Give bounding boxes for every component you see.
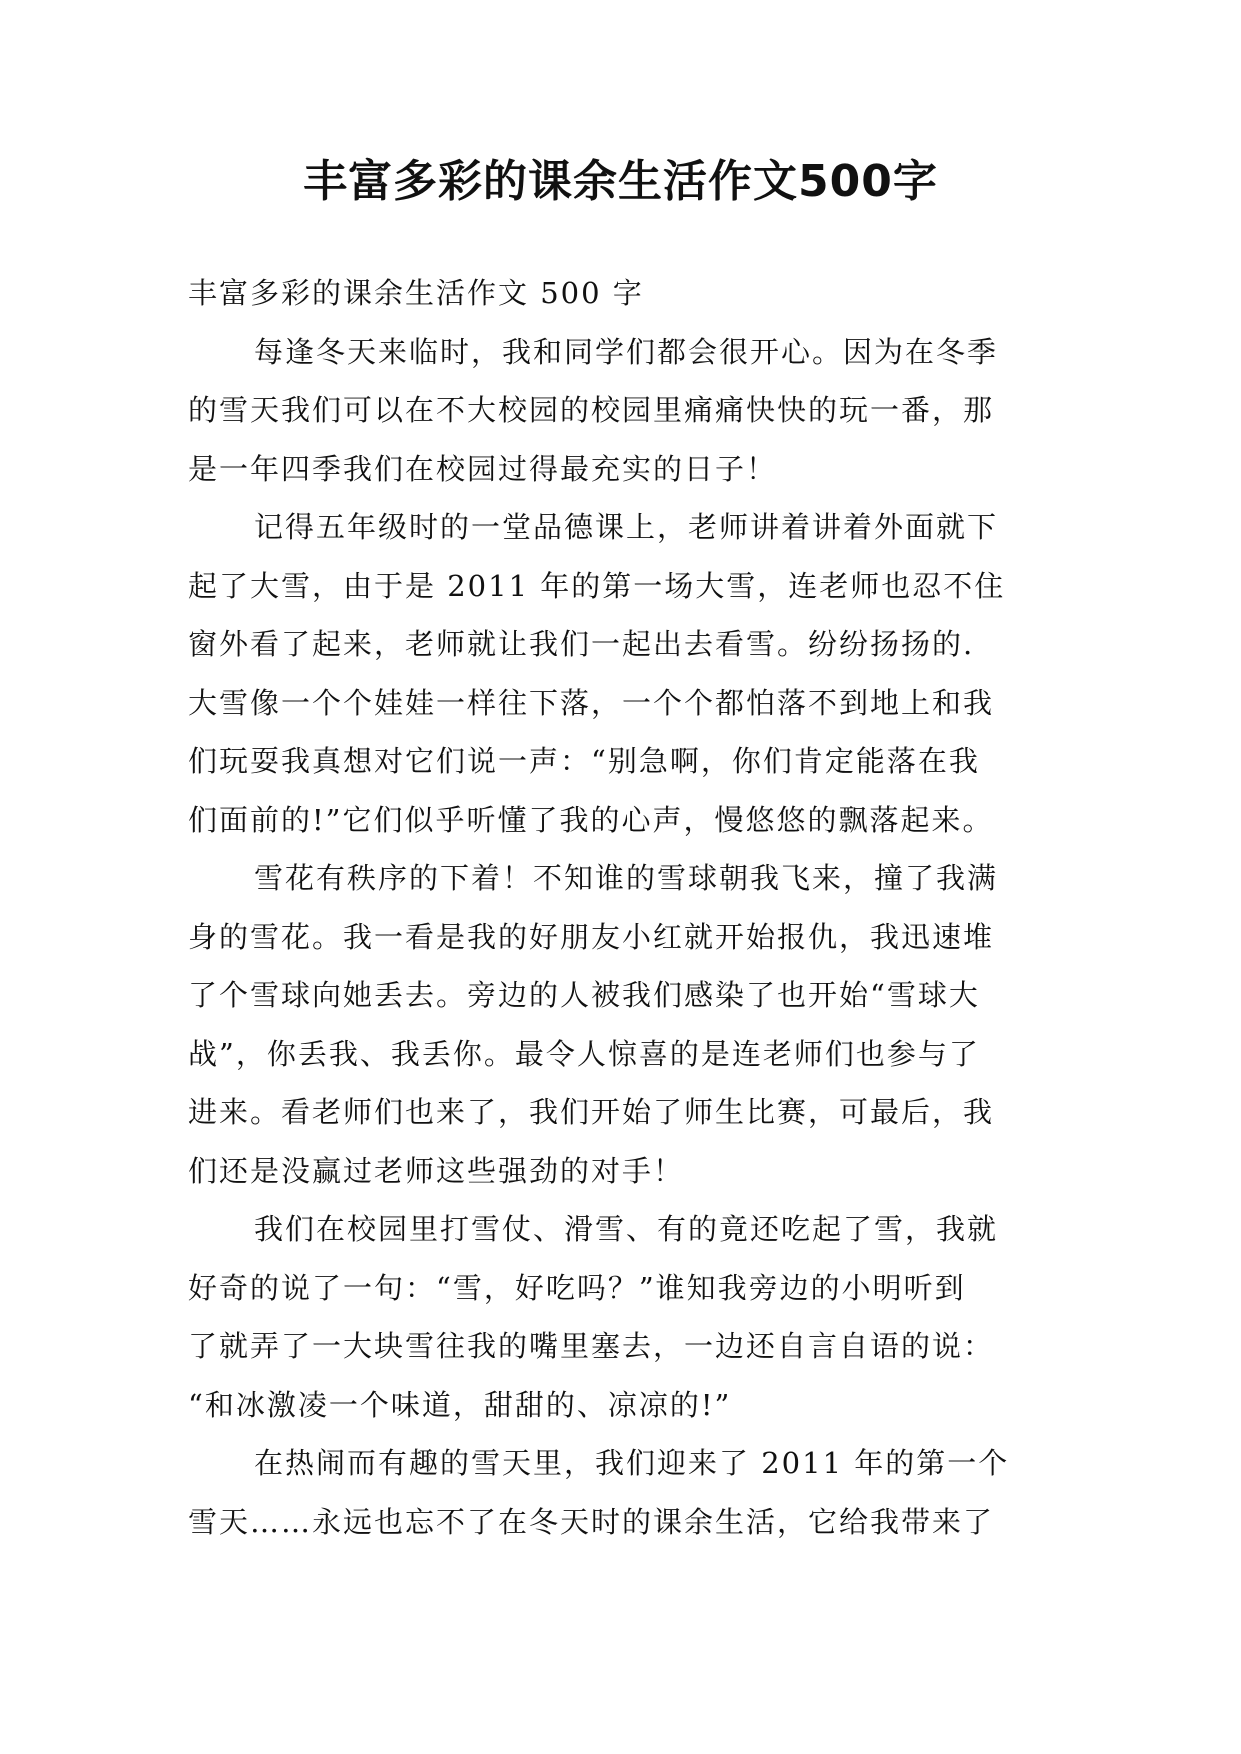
document-body	[188, 264, 1058, 1551]
paragraph-line: 是一年四季我们在校园过得最充实的日子！	[188, 451, 778, 486]
paragraph-line: 记得五年级时的一堂品德课上，老师讲着讲着外面就下	[254, 510, 999, 544]
paragraph-line: 起了大雪，由于是 2011 年的第一场大雪，连老师也忍不住	[188, 568, 1006, 603]
paragraph-line: 的雪天我们可以在不大校园的校园里痛痛快快的玩一番，那	[188, 393, 995, 427]
paragraph-line: 战”，你丢我、我丢你。最令人惊喜的是连老师们也参与了	[188, 1036, 980, 1071]
paragraph-3	[188, 849, 1058, 1200]
paragraph-line: 们还是没赢过老师这些强劲的对手！	[188, 1153, 685, 1188]
paragraph-line: 进来。看老师们也来了，我们开始了师生比赛，可最后，我	[188, 1095, 995, 1129]
paragraph-line: 们玩耍我真想对它们说一声：“别急啊，你们肯定能落在我	[188, 744, 980, 778]
paragraph-line: 们面前的!”它们似乎听懂了我的心声，慢悠悠的飘落起来。	[188, 802, 994, 837]
paragraph-line: 雪天……永远也忘不了在冬天时的课余生活，它给我带来了	[188, 1504, 995, 1539]
paragraph-line: 在热闹而有趣的雪天里，我们迎来了 2011 年的第一个	[254, 1446, 1010, 1480]
paragraph-line: 了就弄了一大块雪往我的嘴里塞去，一边还自言自语的说：	[188, 1329, 995, 1363]
paragraph-line: 每逢冬天来临时，我和同学们都会很开心。因为在冬季	[254, 334, 999, 369]
paragraph-line: 雪花有秩序的下着！不知谁的雪球朝我飞来，撞了我满	[254, 861, 999, 895]
paragraph-2	[188, 498, 1058, 849]
document-subtitle	[188, 264, 1058, 323]
paragraph-line: 身的雪花。我一看是我的好朋友小红就开始报仇，我迅速堆	[188, 919, 995, 954]
paragraph-line: 大雪像一个个娃娃一样往下落，一个个都怕落不到地上和我	[188, 685, 995, 720]
paragraph-1	[188, 323, 1058, 499]
paragraph-line: “和冰激凌一个味道，甜甜的、凉凉的!”	[188, 1387, 732, 1422]
paragraph-5	[188, 1434, 1058, 1551]
document-title: 丰富多彩的课余生活作文500字	[303, 156, 938, 207]
paragraph-line: 窗外看了起来，老师就让我们一起出去看雪。纷纷扬扬的.	[188, 627, 975, 661]
subtitle-line: 丰富多彩的课余生活作文 500 字	[188, 276, 644, 310]
paragraph-line: 了个雪球向她丢去。旁边的人被我们感染了也开始“雪球大	[188, 978, 980, 1012]
paragraph-4	[188, 1200, 1058, 1434]
paragraph-line: 好奇的说了一句：“雪，好吃吗？”谁知我旁边的小明听到	[188, 1270, 966, 1305]
paragraph-line: 我们在校园里打雪仗、滑雪、有的竟还吃起了雪，我就	[254, 1212, 999, 1246]
